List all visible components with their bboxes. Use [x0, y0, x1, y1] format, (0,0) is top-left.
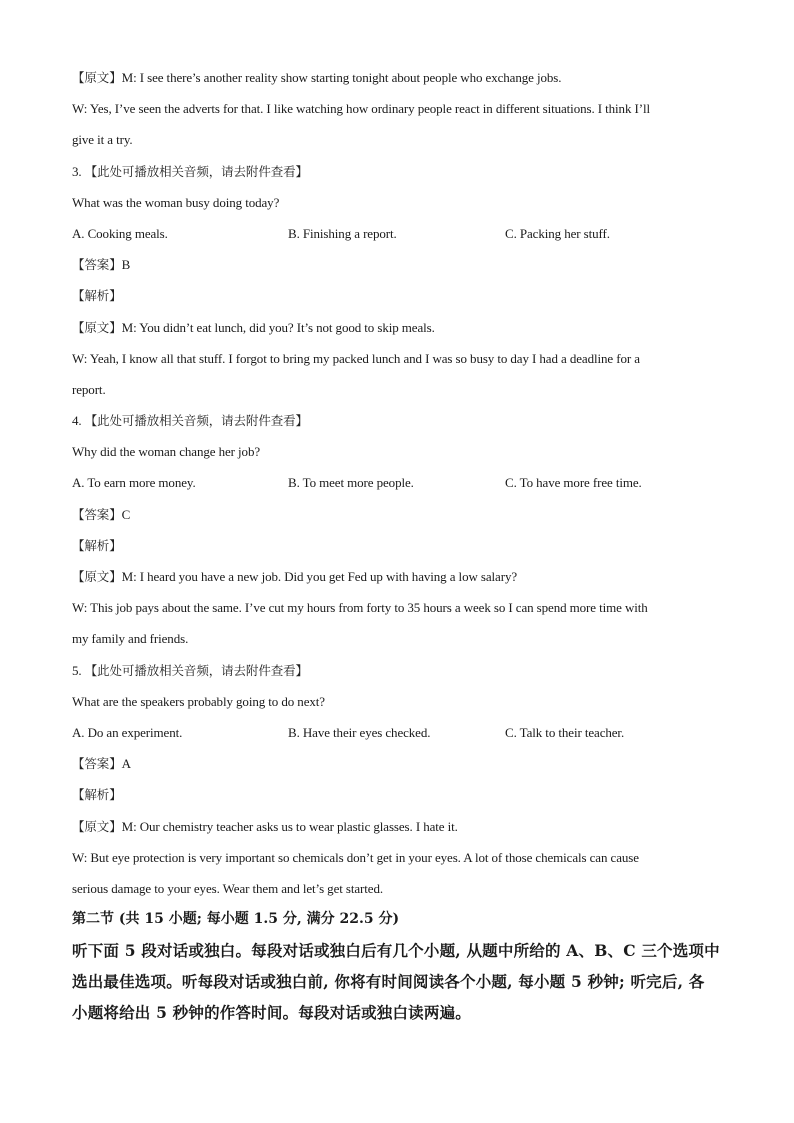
question-number: 5. [72, 662, 82, 678]
instruction-line: 小题将给出 5 秒钟的作答时间。每段对话或独白读两遍。 [72, 1003, 471, 1023]
option-b: B. Have their eyes checked. [288, 724, 431, 740]
analysis-line [72, 779, 732, 810]
transcript-text: M: I see there’s another reality show starting tonight about people who exchange jobs. [121, 70, 562, 85]
answer-value: C [121, 506, 131, 522]
transcript-line [72, 312, 732, 343]
transcript-text: M: I heard you have a new job. Did you get Fed up with having a low salary? [121, 569, 518, 584]
question-block-4 [72, 405, 732, 655]
transcript-line: W: Yeah, I know all that stuff. I forgot to bring my packed lunch and I was so busy to day I had a deadline for a [72, 350, 640, 366]
options-row [72, 218, 732, 249]
option-c: C. Talk to their teacher. [505, 724, 625, 740]
analysis-tag: 【解析】 [72, 787, 122, 803]
transcript-line: W: But eye protection is very important so chemicals don’t get in your eyes. A lot of those chemicals can cause [72, 849, 639, 865]
transcript-text: M: Our chemistry teacher asks us to wear plastic glasses. I hate it. [121, 818, 458, 834]
question-header [72, 405, 732, 436]
transcript-line [72, 811, 732, 842]
transcript-tag: 【原文】 [72, 70, 122, 85]
transcript-line: W: This job pays about the same. I’ve cut my hours from forty to 35 hours a week so I can spend more time with [72, 600, 648, 616]
answer-tag: 【答案】 [72, 506, 122, 522]
option-a: A. Cooking meals. [72, 225, 168, 241]
transcript-tag: 【原文】 [72, 569, 122, 584]
option-b: B. To meet more people. [288, 475, 414, 491]
instruction-line: 选出最佳选项。听每段对话或独白前, 你将有时间阅读各个小题, 每小题 5 秒钟; 听完后, 各 [72, 972, 705, 992]
transcript-line: serious damage to your eyes. Wear them and let’s get started. [72, 880, 384, 896]
audio-note[interactable]: 【此处可播放相关音频，请去附件查看】 [84, 163, 308, 179]
transcript-text: M: You didn’t eat lunch, did you? It’s not good to skip meals. [121, 319, 435, 335]
question-block-3 [72, 156, 732, 406]
transcript-line: report. [72, 381, 106, 397]
option-a: A. Do an experiment. [72, 724, 183, 740]
answer-value: B [121, 257, 131, 273]
question-header [72, 156, 732, 187]
option-c: C. To have more free time. [505, 475, 642, 491]
answer-value: A [121, 756, 131, 772]
instruction-line: 听下面 5 段对话或独白。每段对话或独白后有几个小题, 从题中所给的 A、B、C 三个选项中 [72, 941, 720, 961]
question-number: 4. [72, 413, 82, 429]
document-page [72, 62, 732, 1028]
analysis-tag: 【解析】 [72, 537, 122, 553]
analysis-line [72, 280, 732, 311]
question-block-5 [72, 655, 732, 905]
option-a: A. To earn more money. [72, 475, 196, 491]
answer-line [72, 249, 732, 280]
answer-line [72, 748, 732, 779]
transcript-line [72, 561, 732, 592]
transcript-tag: 【原文】 [72, 319, 122, 335]
transcript-line: give it a try. [72, 132, 133, 148]
analysis-line [72, 530, 732, 561]
option-b: B. Finishing a report. [288, 225, 397, 241]
answer-tag: 【答案】 [72, 257, 122, 273]
answer-tag: 【答案】 [72, 756, 122, 772]
options-row [72, 467, 732, 498]
question-text: Why did the woman change her job? [72, 444, 261, 460]
question-header [72, 655, 732, 686]
question-text: What are the speakers probably going to do next? [72, 693, 325, 709]
question-text: What was the woman busy doing today? [72, 194, 280, 210]
transcript-line: my family and friends. [72, 631, 189, 647]
audio-note[interactable]: 【此处可播放相关音频，请去附件查看】 [84, 413, 308, 429]
section-title: 第二节 (共 15 小题; 每小题 1.5 分, 满分 22.5 分) [72, 911, 400, 928]
transcript-line: W: Yes, I’ve seen the adverts for that. I like watching how ordinary people react in different situations. I think I’ll [72, 101, 650, 117]
analysis-tag: 【解析】 [72, 288, 122, 304]
transcript-tag: 【原文】 [72, 818, 122, 834]
answer-line [72, 499, 732, 530]
question-number: 3. [72, 163, 82, 179]
section-instructions [72, 935, 732, 1028]
transcript-line [72, 62, 732, 93]
option-c: C. Packing her stuff. [505, 225, 610, 241]
audio-note[interactable]: 【此处可播放相关音频，请去附件查看】 [84, 662, 308, 678]
options-row [72, 717, 732, 748]
